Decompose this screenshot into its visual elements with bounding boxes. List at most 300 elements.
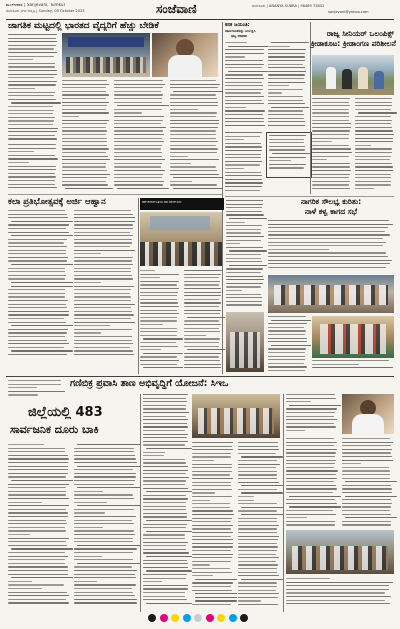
text-line (271, 107, 309, 108)
text-block-bottom-left-top (8, 380, 66, 398)
text-line (312, 105, 350, 106)
text-line (114, 141, 164, 142)
text-line (286, 503, 337, 504)
text-line (241, 492, 283, 493)
text-line (184, 313, 220, 314)
text-line (286, 442, 337, 443)
registration-mark-swatch (240, 614, 248, 622)
text-line (74, 286, 134, 287)
text-line (268, 234, 390, 235)
text-line (286, 438, 334, 439)
text-line (74, 311, 132, 312)
headline-lower-band: ಗಣಿಬಿಕ್ರ ಪ್ರವಾಸಿ ತಾಣ ಅಭಿವೃದ್ಧಿಗೆ ಯೋಜನೆ: ಸಿಇಒ (70, 379, 229, 389)
text-line (286, 449, 337, 450)
text-line (225, 89, 263, 90)
text-line (238, 449, 279, 450)
text-line (184, 320, 219, 321)
text-line (238, 460, 277, 461)
text-line (140, 284, 177, 285)
kanaka-box-title: ಕನಕ ಜಯಂತಿ: (225, 23, 250, 28)
text-line (312, 159, 327, 160)
text-line (225, 175, 262, 176)
text-line (170, 116, 216, 117)
headline-mid-right-line1: ನಾಗರಿಕ ಸೌಲಭ್ಯ ಕುರಿತು: (300, 198, 362, 206)
text-block-top-mid-c (225, 132, 263, 194)
text-block-top-left-b (62, 80, 110, 192)
registration-mark-swatch (229, 614, 237, 622)
text-line (140, 335, 177, 336)
text-line (226, 211, 262, 212)
text-line (62, 181, 106, 182)
text-line (268, 89, 303, 90)
text-line (8, 448, 65, 449)
text-line (62, 84, 109, 85)
masthead-right-line1: ತುಮಕೂರು | ANANYA SUBRA | 98489 73852 (252, 4, 325, 8)
text-line (269, 142, 304, 143)
text-block-mid-left-b (74, 210, 136, 360)
text-line (184, 310, 221, 311)
text-line (8, 250, 66, 251)
text-line (74, 581, 97, 582)
text-line (226, 222, 245, 223)
text-line (192, 503, 230, 504)
text-line (170, 159, 219, 160)
text-line (74, 246, 130, 247)
text-line (74, 469, 133, 470)
text-line (8, 45, 56, 46)
text-line (8, 77, 54, 78)
text-line (143, 545, 186, 546)
text-line (140, 317, 177, 318)
masthead-title: ಸಂಜೆವಾಣಿ (156, 2, 197, 16)
text-line (114, 163, 162, 164)
headline-mid-right-line2: ನಾಳೆ ಕಳ್ವ ಕಾಗದ ಸಭೆ (304, 208, 358, 216)
text-line (187, 349, 225, 350)
text-line (8, 268, 65, 269)
text-line (8, 523, 67, 524)
text-line (8, 541, 66, 542)
text-line (74, 221, 135, 222)
text-line (286, 517, 307, 518)
text-line (184, 277, 219, 278)
text-line (11, 221, 73, 222)
text-line (312, 127, 351, 128)
text-line (8, 595, 69, 596)
text-line (8, 155, 55, 156)
masthead-right-line2: sanjevani@yahoo.com (328, 10, 369, 14)
photo-speaker-portrait (152, 33, 218, 77)
text-line (268, 363, 304, 364)
text-line (8, 128, 58, 129)
text-line (286, 488, 337, 489)
text-line (74, 347, 130, 348)
text-line (192, 474, 230, 475)
text-line (143, 367, 183, 368)
text-line (286, 596, 391, 597)
photo-stadium-inspection (312, 55, 394, 95)
text-line (286, 401, 311, 402)
text-block-mid-narrow (226, 200, 264, 310)
registration-mark-swatch (160, 614, 168, 622)
text-line (268, 327, 304, 328)
text-line (74, 278, 133, 279)
text-line (8, 512, 68, 513)
text-line (312, 166, 350, 167)
registration-mark-swatch (194, 614, 202, 622)
text-line (312, 181, 350, 182)
text-line (184, 306, 219, 307)
text-line (286, 485, 336, 486)
text-line (345, 496, 397, 497)
text-line (170, 112, 217, 113)
text-line (225, 121, 264, 122)
text-line (8, 520, 66, 521)
text-line (342, 488, 392, 489)
text-line (143, 549, 186, 550)
text-block-top-left-a (8, 34, 58, 144)
text-line (74, 530, 134, 531)
text-line (8, 502, 42, 503)
text-line (286, 582, 393, 583)
text-line (192, 604, 231, 605)
text-line (225, 179, 262, 180)
text-line (225, 150, 262, 151)
text-line (226, 207, 262, 208)
text-line (8, 34, 57, 35)
text-line (238, 564, 278, 565)
text-line (8, 70, 57, 71)
text-line (312, 134, 349, 135)
text-line (74, 289, 131, 290)
text-line (192, 568, 230, 569)
text-line (170, 109, 198, 110)
text-line (8, 242, 64, 243)
text-line (62, 184, 108, 185)
text-line (268, 60, 305, 61)
text-line (117, 188, 169, 189)
text-line (143, 563, 188, 564)
text-line (8, 166, 56, 167)
text-line (268, 96, 303, 97)
registration-mark-swatch (148, 614, 156, 622)
text-line (143, 502, 186, 503)
text-line (74, 354, 134, 355)
text-line (74, 293, 130, 294)
text-line (312, 188, 350, 189)
text-line (114, 123, 161, 124)
photo-classroom (286, 530, 394, 574)
text-line (312, 141, 332, 142)
text-line (143, 585, 188, 586)
text-line (226, 290, 242, 291)
text-line (195, 600, 237, 601)
text-line (8, 271, 65, 272)
text-line (184, 335, 206, 336)
text-line (225, 103, 264, 104)
text-line (140, 306, 179, 307)
text-line (74, 509, 134, 510)
text-line (8, 307, 67, 308)
text-line (143, 506, 186, 507)
text-line (192, 514, 234, 515)
text-line (184, 270, 222, 271)
text-line (184, 288, 221, 289)
text-line (268, 49, 306, 50)
text-line (192, 586, 231, 587)
text-line (8, 232, 69, 233)
text-line (173, 188, 223, 189)
text-line (345, 481, 397, 482)
text-line (192, 464, 232, 465)
text-line (62, 120, 109, 121)
text-line (74, 250, 135, 251)
text-line (312, 174, 350, 175)
text-line (8, 318, 64, 319)
text-line (184, 299, 219, 300)
masthead-left-line2: ತುಮಕೂರು ನಗರ ಆವೃತ್ತಿ | Sunday, 05 October 2025 (6, 9, 85, 13)
text-line (8, 110, 54, 111)
text-line (8, 559, 65, 560)
text-line (342, 460, 393, 461)
text-line (268, 121, 305, 122)
text-line (143, 455, 164, 456)
text-line (271, 345, 311, 346)
text-line (8, 99, 56, 100)
text-line (228, 71, 268, 72)
text-line (225, 67, 262, 68)
text-line (286, 460, 336, 461)
text-line (268, 110, 303, 111)
text-block-bottom-center-c (238, 442, 280, 609)
text-line (355, 174, 391, 175)
text-line (229, 265, 267, 266)
text-line (170, 163, 191, 164)
text-line (345, 517, 397, 518)
text-line (8, 131, 57, 132)
text-line (269, 160, 291, 161)
text-line (286, 412, 335, 413)
text-line (184, 331, 220, 332)
text-line (8, 239, 67, 240)
text-line (8, 260, 67, 261)
text-line (143, 495, 186, 496)
text-line (269, 146, 305, 147)
text-line (8, 84, 56, 85)
text-line (114, 174, 163, 175)
text-line (225, 110, 265, 111)
text-line (114, 145, 162, 146)
text-line (8, 311, 69, 312)
text-line (8, 257, 68, 258)
text-line (268, 92, 282, 93)
text-line (143, 353, 183, 354)
text-block-bottom-center-a (143, 394, 189, 609)
text-line (143, 527, 186, 528)
text-line (74, 232, 130, 233)
text-line (140, 295, 177, 296)
text-line (114, 177, 162, 178)
text-line (8, 556, 68, 557)
text-line (146, 448, 192, 449)
registration-marks (148, 614, 252, 622)
text-line (312, 130, 350, 131)
text-line (225, 60, 263, 61)
text-line (143, 480, 186, 481)
text-line (268, 242, 386, 243)
text-line (286, 600, 385, 601)
registration-mark-swatch (171, 614, 179, 622)
masthead-rule (6, 19, 394, 20)
text-line (268, 341, 307, 342)
text-line (184, 356, 219, 357)
text-line (8, 347, 64, 348)
text-line (74, 224, 133, 225)
text-line (62, 152, 106, 153)
text-line (192, 521, 231, 522)
text-line (146, 570, 192, 571)
text-line (74, 336, 132, 337)
text-line (268, 370, 305, 371)
text-line (74, 520, 132, 521)
text-line (8, 545, 67, 546)
text-line (192, 532, 233, 533)
text-line (192, 582, 233, 583)
text-line (8, 530, 66, 531)
text-line (268, 74, 305, 75)
text-line (286, 470, 338, 471)
text-line (170, 184, 217, 185)
text-line (192, 575, 213, 576)
text-block-mid-right-b (268, 316, 308, 374)
text-line (114, 148, 161, 149)
text-line (184, 281, 220, 282)
text-line (184, 353, 221, 354)
text-line (286, 492, 333, 493)
text-line (8, 599, 66, 600)
text-line (170, 94, 216, 95)
text-line (286, 467, 334, 468)
text-line (62, 170, 107, 171)
text-line (114, 94, 163, 95)
text-line (268, 82, 305, 83)
text-block-top-left-a2 (8, 144, 58, 192)
text-line (269, 135, 306, 136)
text-line (355, 184, 391, 185)
text-line (114, 80, 163, 81)
text-line (114, 130, 163, 131)
text-line (226, 279, 264, 280)
text-line (225, 172, 261, 173)
text-line (225, 53, 264, 54)
text-line (226, 276, 263, 277)
text-line (11, 235, 73, 236)
text-line (226, 225, 262, 226)
text-line (355, 145, 371, 146)
text-line (225, 100, 262, 101)
text-line (238, 600, 261, 601)
text-line (74, 214, 133, 215)
text-line (238, 586, 277, 587)
text-line (268, 118, 304, 119)
text-line (170, 123, 219, 124)
text-line (8, 210, 65, 211)
text-block-mid-right-c (312, 360, 394, 374)
text-line (114, 170, 165, 171)
text-line (226, 272, 261, 273)
text-line (74, 314, 134, 315)
text-line (268, 114, 304, 115)
text-line (170, 130, 216, 131)
text-line (8, 570, 68, 571)
text-line (225, 157, 261, 158)
text-line (62, 127, 106, 128)
text-line (143, 437, 187, 438)
text-line (342, 485, 391, 486)
text-line (114, 166, 161, 167)
text-line (74, 574, 135, 575)
text-line (8, 484, 69, 485)
text-block-mid-center-b (184, 270, 222, 374)
text-block-top-mid-d (269, 135, 307, 173)
text-line (143, 567, 188, 568)
text-line (192, 518, 232, 519)
text-line (238, 543, 277, 544)
text-block-bottom-right-b (286, 438, 338, 528)
text-line (74, 473, 136, 474)
text-line (143, 398, 186, 399)
text-line (62, 163, 106, 164)
text-line (238, 510, 277, 511)
text-line (312, 112, 349, 113)
text-line (170, 166, 216, 167)
text-line (312, 138, 349, 139)
text-line (8, 158, 58, 159)
text-line (62, 91, 106, 92)
text-line (226, 204, 263, 205)
text-line (170, 127, 218, 128)
text-line (225, 182, 263, 183)
text-line (11, 286, 73, 287)
text-line (62, 159, 110, 160)
text-line (8, 124, 53, 125)
text-line (342, 463, 361, 464)
text-line (74, 534, 135, 535)
text-line (74, 484, 134, 485)
text-line (140, 302, 178, 303)
text-line (143, 444, 185, 445)
text-line (77, 444, 141, 445)
text-line (143, 488, 188, 489)
text-line (11, 264, 73, 265)
text-line (192, 510, 233, 511)
text-line (225, 92, 261, 93)
text-line (8, 563, 65, 564)
text-line (8, 566, 68, 567)
text-line (8, 455, 68, 456)
text-line (342, 524, 391, 525)
text-line (192, 471, 232, 472)
text-line (226, 240, 261, 241)
text-line (8, 322, 66, 323)
text-line (192, 453, 231, 454)
text-line (268, 220, 389, 221)
text-line (62, 130, 107, 131)
text-line (226, 214, 264, 215)
text-line (8, 394, 38, 395)
text-line (355, 98, 392, 99)
text-line (192, 442, 233, 443)
text-line (8, 173, 55, 174)
